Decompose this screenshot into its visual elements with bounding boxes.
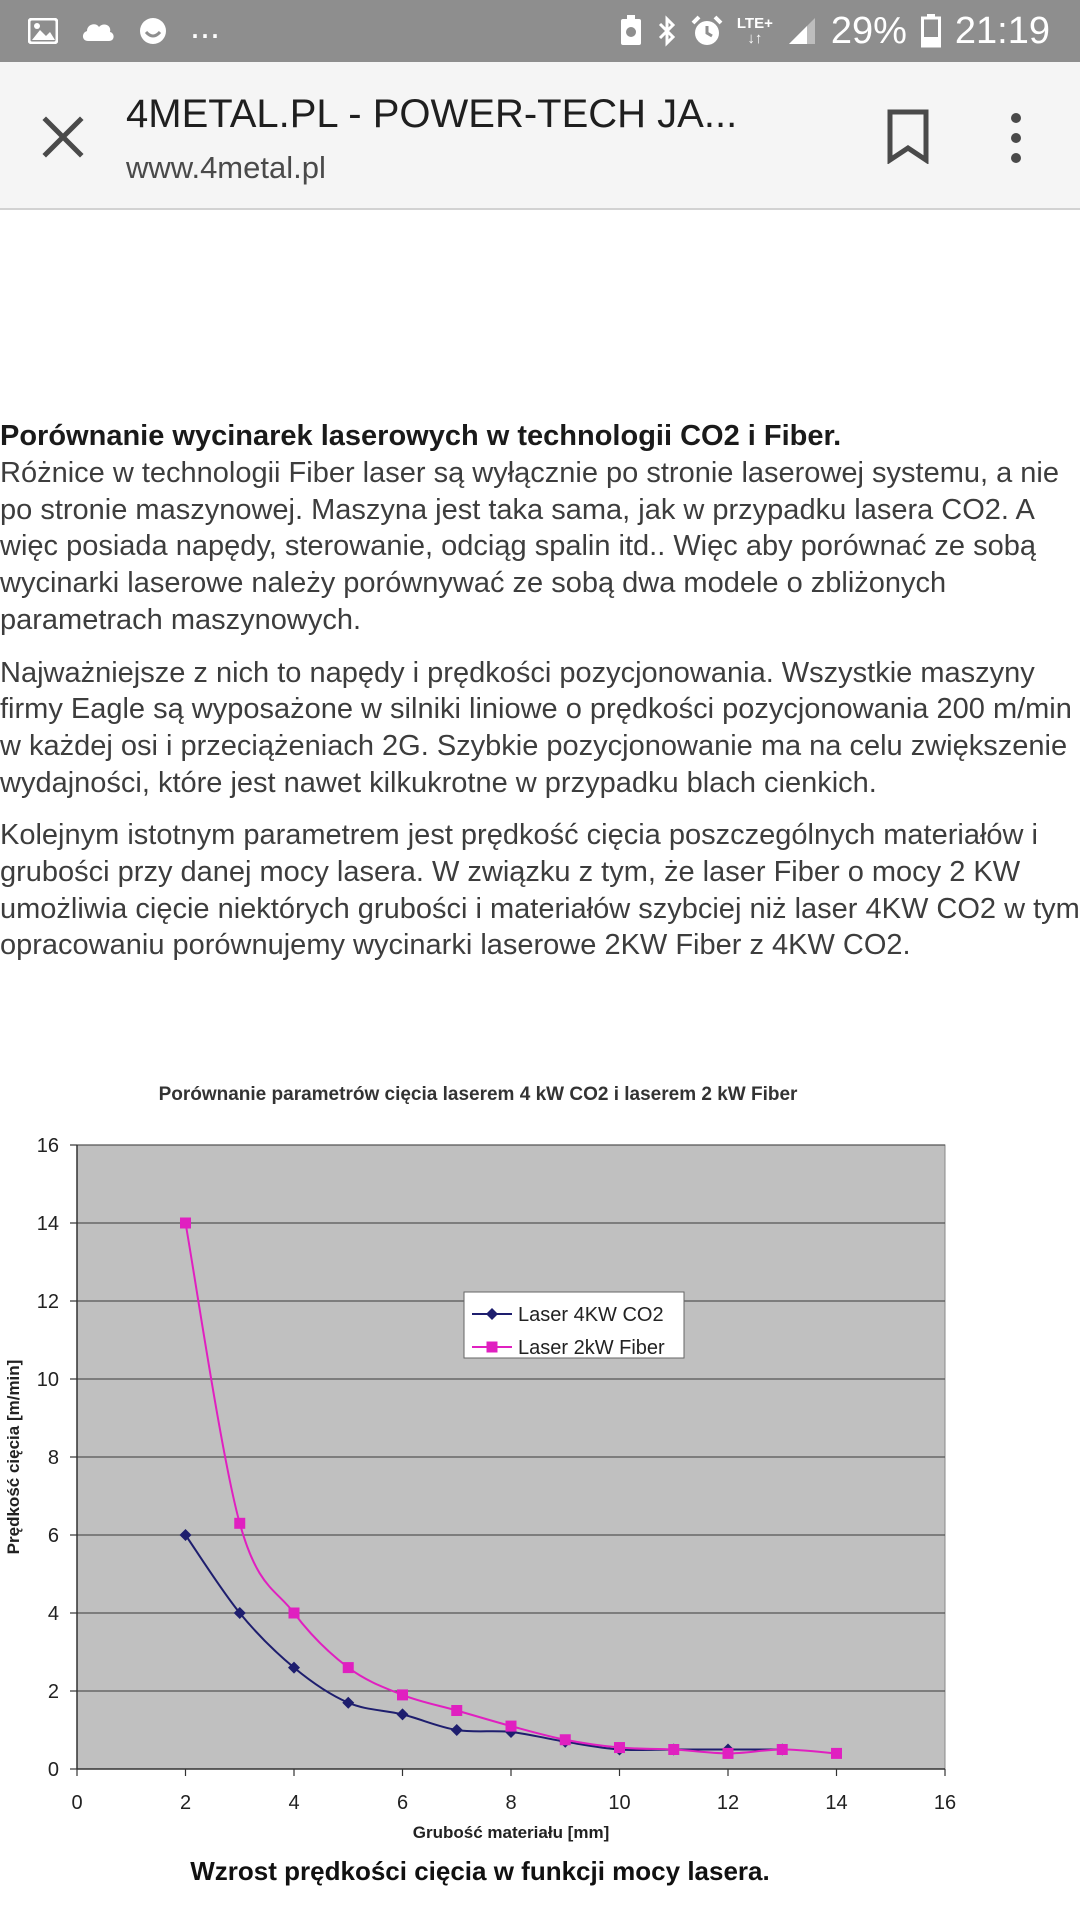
more-notifications: ... <box>190 5 221 46</box>
network-type: LTE+ ↓↑ <box>736 15 773 47</box>
image-icon <box>28 18 58 44</box>
y-tick-label: 2 <box>47 1681 59 1703</box>
data-point <box>451 1705 462 1716</box>
article-paragraph: Najważniejsze z nich to napędy i prędkości pozycjonowania. Wszystkie maszyny firmy Eagle są wyposażone w silniki liniowe o prędkości pozycjonowania 200 m/min w każdej osi i przeciążeniach 2G. Szybkie pozycjonowanie ma na celu zwiększenie wydajności, które jest nawet kilkukrotne w przypadku blach cienkich. <box>0 656 1072 799</box>
y-tick-label: 10 <box>36 1369 59 1391</box>
status-bar <box>0 0 1080 62</box>
x-tick-label: 6 <box>396 1792 409 1814</box>
y-axis-label: Prędkość cięcia [m/min] <box>4 1359 23 1555</box>
y-tick-label: 8 <box>47 1447 59 1469</box>
clock: 21:19 <box>954 9 1050 52</box>
data-point <box>614 1742 625 1753</box>
close-icon[interactable] <box>36 110 90 164</box>
battery-icon <box>921 14 941 48</box>
x-tick-label: 2 <box>179 1792 192 1814</box>
page-url: www.4metal.pl <box>126 150 326 185</box>
y-tick-label: 6 <box>47 1525 59 1547</box>
data-point <box>506 1721 517 1732</box>
x-tick-label: 8 <box>505 1792 517 1814</box>
overflow-menu-icon[interactable] <box>996 112 1036 164</box>
signal-icon <box>787 16 817 46</box>
data-point <box>397 1689 408 1700</box>
x-tick-label: 14 <box>825 1792 848 1814</box>
data-point <box>723 1748 734 1759</box>
y-tick-label: 0 <box>47 1759 59 1781</box>
data-point <box>343 1662 354 1673</box>
alarm-icon <box>691 15 723 47</box>
y-tick-label: 16 <box>36 1135 59 1157</box>
x-axis-label: Grubość materiału [mm] <box>412 1823 610 1842</box>
data-point <box>560 1734 571 1745</box>
data-saver-icon <box>619 15 643 47</box>
data-point <box>777 1744 788 1755</box>
status-bar-system <box>619 8 1050 54</box>
data-point <box>668 1744 679 1755</box>
bookmark-icon[interactable] <box>882 108 934 164</box>
cloud-icon <box>80 19 116 43</box>
y-tick-label: 14 <box>36 1213 59 1235</box>
emoji-icon <box>138 16 168 46</box>
legend-label: Laser 2kW Fiber <box>518 1337 665 1359</box>
data-point <box>234 1518 245 1529</box>
legend <box>464 1292 684 1359</box>
x-tick-label: 16 <box>933 1792 957 1814</box>
line-chart <box>0 1070 1080 1850</box>
legend-marker <box>487 1342 498 1353</box>
x-tick-label: 12 <box>716 1792 740 1814</box>
data-point <box>289 1608 300 1619</box>
article <box>0 418 1080 980</box>
data-point <box>180 1218 191 1229</box>
x-tick-label: 0 <box>71 1792 83 1814</box>
chart-title: Porównanie parametrów cięcia laserem 4 kW CO2 i laserem 2 kW Fiber <box>158 1084 798 1105</box>
battery-percent: 29% <box>830 9 907 52</box>
chart-caption: Wzrost prędkości cięcia w funkcji mocy lasera. <box>190 1856 770 1886</box>
y-tick-label: 12 <box>36 1291 59 1313</box>
legend-label: Laser 4KW CO2 <box>518 1304 664 1326</box>
article-title: Porównanie wycinarek laserowych w technologii CO2 i Fiber. <box>0 420 842 452</box>
x-tick-label: 4 <box>288 1792 300 1814</box>
article-paragraph: Różnice w technologii Fiber laser są wyłącznie po stronie laserowej systemu, a nie po stronie maszynowej. Maszyna jest taka sama, jak w przypadku lasera CO2. A więc posiada napędy, sterowanie, odciąg spalin itd.. Więc aby porównać ze sobą wycinarki laserowe należy porównywać ze sobą dwa modele o zbliżonych parametrach maszynowych. <box>0 457 1059 636</box>
bluetooth-icon <box>657 15 677 47</box>
chart-figure <box>0 1070 1080 1920</box>
x-tick-label: 10 <box>608 1792 631 1814</box>
y-tick-label: 4 <box>47 1603 59 1625</box>
status-bar-notifications <box>28 5 221 50</box>
data-point <box>831 1748 842 1759</box>
page-title: 4METAL.PL - POWER-TECH JA... <box>126 92 738 136</box>
custom-tab-toolbar <box>0 62 1080 210</box>
article-paragraph: Kolejnym istotnym parametrem jest prędkość cięcia poszczególnych materiałów i grubości przy danej mocy lasera. W związku z tym, że laser Fiber o mocy 2 KW umożliwia cięcie niektórych grubości i materiałów szybciej niż laser 4KW CO2 w tym opracowaniu porównujemy wycinarki laserowe 2KW Fiber z 4KW CO2. <box>0 819 1080 962</box>
